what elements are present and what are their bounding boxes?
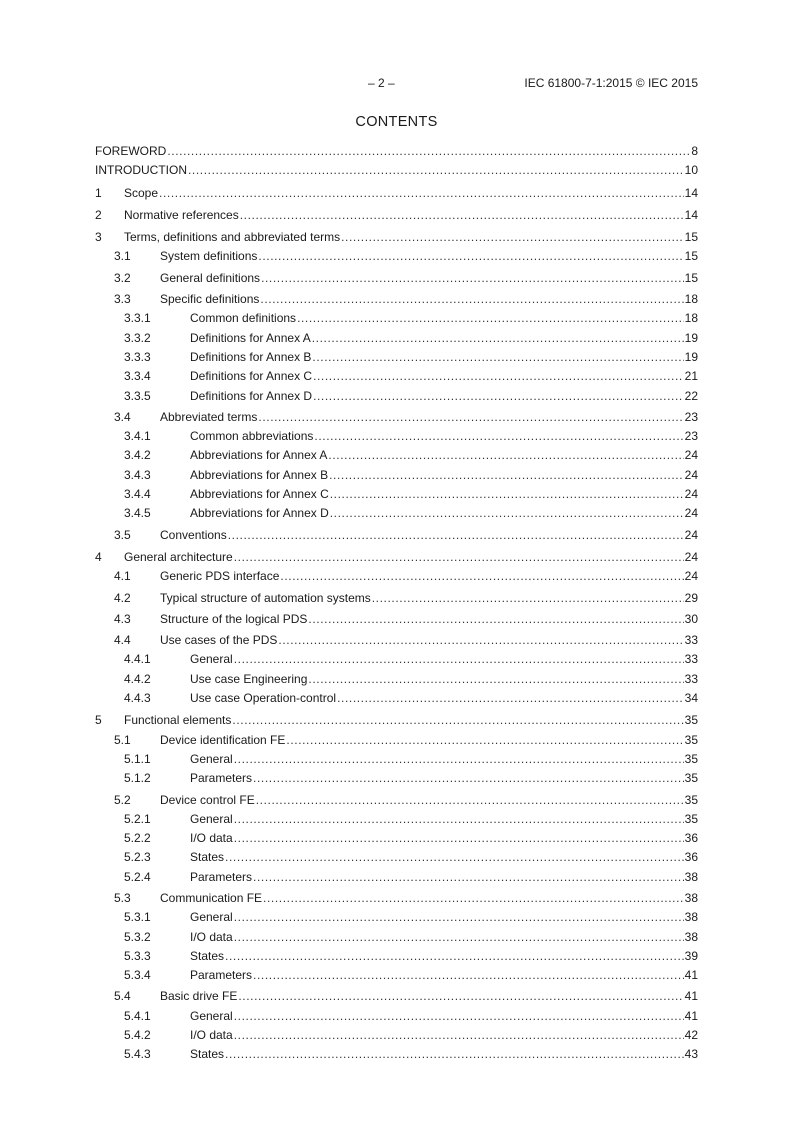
toc-entry-page[interactable]: 33 <box>684 652 698 667</box>
table-of-contents <box>95 142 698 1065</box>
dot-leader <box>234 750 684 769</box>
toc-entry-number: 4.1 <box>114 569 131 584</box>
toc-entry-label[interactable]: Parameters <box>190 869 253 884</box>
dot-leader <box>337 689 684 708</box>
toc-entry-page[interactable]: 18 <box>684 311 698 326</box>
toc-entry[interactable] <box>95 889 698 908</box>
dot-leader <box>234 928 684 947</box>
toc-entry[interactable] <box>95 810 698 829</box>
toc-entry-number: 3.4 <box>114 409 131 424</box>
toc-entry-page[interactable]: 14 <box>684 207 698 222</box>
toc-entry-page[interactable]: 39 <box>684 948 698 963</box>
toc-entry-number: 3.4.2 <box>124 448 151 463</box>
page-header <box>0 76 793 94</box>
toc-entry-number: 5.3 <box>114 890 131 905</box>
toc-entry-label[interactable]: Use case Operation-control <box>190 691 337 706</box>
dot-leader <box>234 650 684 669</box>
toc-entry-label[interactable]: Communication FE <box>160 890 263 905</box>
toc-entry[interactable] <box>95 228 698 247</box>
toc-entry-label[interactable]: Specific definitions <box>160 292 260 307</box>
toc-entry-number: 5.2.2 <box>124 831 151 846</box>
toc-entry[interactable] <box>95 161 698 180</box>
toc-entry[interactable] <box>95 689 698 708</box>
dot-leader <box>225 947 684 966</box>
toc-entry-page[interactable]: 43 <box>684 1047 698 1062</box>
toc-entry-page[interactable]: 10 <box>684 163 698 178</box>
toc-entry-label[interactable]: Terms, definitions and abbreviated terms <box>124 230 341 245</box>
toc-entry-number: 4.3 <box>114 611 131 626</box>
toc-entry-label[interactable]: Basic drive FE <box>160 989 238 1004</box>
toc-entry[interactable] <box>95 589 698 608</box>
toc-entry[interactable] <box>95 848 698 867</box>
toc-entry[interactable] <box>95 650 698 669</box>
toc-entry-number: 3.4.3 <box>124 467 151 482</box>
toc-entry-page[interactable]: 19 <box>684 349 698 364</box>
toc-entry-number: 1 <box>95 185 102 200</box>
toc-entry-number: 3.3 <box>114 292 131 307</box>
toc-entry[interactable] <box>95 610 698 629</box>
toc-entry-page[interactable]: 35 <box>684 771 698 786</box>
toc-entry-page[interactable]: 42 <box>684 1028 698 1043</box>
dot-leader <box>234 908 684 927</box>
dot-leader <box>308 610 683 629</box>
page-number: – 2 – <box>368 76 395 90</box>
dot-leader <box>314 427 683 446</box>
toc-entry-label[interactable]: System definitions <box>160 249 258 264</box>
toc-entry-number: 4.4.1 <box>124 652 151 667</box>
toc-entry-label[interactable]: I/O data <box>190 929 233 944</box>
toc-entry-page[interactable]: 38 <box>684 869 698 884</box>
dot-leader <box>297 309 684 328</box>
dot-leader <box>159 184 684 203</box>
dot-leader <box>261 269 684 288</box>
document-reference: IEC 61800-7-1:2015 © IEC 2015 <box>524 76 698 90</box>
toc-entry[interactable] <box>95 206 698 225</box>
toc-entry-label[interactable]: Definitions for Annex D <box>190 388 313 403</box>
dot-leader <box>313 387 684 406</box>
toc-entry-number: 3.5 <box>114 527 131 542</box>
toc-entry-page[interactable]: 30 <box>684 611 698 626</box>
toc-entry[interactable] <box>95 290 698 309</box>
toc-entry[interactable] <box>95 184 698 203</box>
toc-entry-page[interactable]: 38 <box>684 910 698 925</box>
toc-entry-number: 5.2.3 <box>124 850 151 865</box>
dot-leader <box>328 446 683 465</box>
dot-leader <box>313 367 684 386</box>
toc-entry-number: 3.3.4 <box>124 369 151 384</box>
toc-entry-number: 4.4 <box>114 633 131 648</box>
dot-leader <box>260 290 683 309</box>
toc-entry-page[interactable]: 36 <box>684 831 698 846</box>
toc-entry-label[interactable]: Normative references <box>124 207 239 222</box>
toc-entry-label[interactable]: Conventions <box>160 527 227 542</box>
toc-entry-label[interactable]: Definitions for Annex C <box>190 369 313 384</box>
dot-leader <box>330 504 684 523</box>
toc-entry[interactable] <box>95 1045 698 1064</box>
toc-entry-page[interactable]: 24 <box>684 549 698 564</box>
toc-entry-page[interactable]: 34 <box>684 691 698 706</box>
toc-entry-label[interactable]: Structure of the logical PDS <box>160 611 308 626</box>
toc-entry-label[interactable]: Functional elements <box>124 713 232 728</box>
dot-leader <box>372 589 684 608</box>
toc-entry-label[interactable]: Abbreviations for Annex C <box>190 487 329 502</box>
toc-entry-label[interactable]: Parameters <box>190 771 253 786</box>
toc-entry[interactable] <box>95 329 698 348</box>
dot-leader <box>286 731 683 750</box>
toc-entry-number: 5.3.4 <box>124 968 151 983</box>
page-title: CONTENTS <box>355 114 438 130</box>
dot-leader <box>312 348 683 367</box>
toc-entry[interactable] <box>95 504 698 523</box>
dot-leader <box>312 329 684 348</box>
toc-entry-page[interactable]: 8 <box>691 144 698 158</box>
toc-entry-page[interactable]: 18 <box>684 292 698 307</box>
toc-entry-page[interactable]: 14 <box>684 185 698 200</box>
toc-entry-page[interactable]: 15 <box>684 230 698 245</box>
toc-entry-label[interactable]: General architecture <box>124 549 233 564</box>
toc-entry-number: 5.1 <box>114 732 131 747</box>
toc-entry[interactable] <box>95 631 698 650</box>
toc-entry[interactable] <box>95 928 698 947</box>
toc-entry-number: 3.3.5 <box>124 388 151 403</box>
toc-entry-label[interactable]: Scope <box>124 185 159 200</box>
toc-entry-number: 5.3.3 <box>124 948 151 963</box>
dot-leader <box>234 1026 684 1045</box>
toc-entry-page[interactable]: 24 <box>684 448 698 463</box>
dot-leader <box>329 466 684 485</box>
toc-entry-label[interactable]: Typical structure of automation systems <box>160 590 371 605</box>
toc-entry-page[interactable]: 21 <box>684 369 698 384</box>
toc-entry-number: 3.1 <box>114 249 131 264</box>
toc-entry-label[interactable]: Abbreviations for Annex A <box>190 448 328 463</box>
dot-leader <box>256 791 684 810</box>
toc-entry-number: 3 <box>95 230 102 245</box>
dot-leader <box>278 631 683 650</box>
toc-entry[interactable] <box>95 247 698 266</box>
toc-entry-page[interactable]: 41 <box>684 989 698 1004</box>
toc-entry[interactable] <box>95 466 698 485</box>
dot-leader <box>188 161 684 180</box>
dot-leader <box>234 829 684 848</box>
dot-leader <box>240 206 684 225</box>
toc-entry-page[interactable]: 23 <box>684 409 698 424</box>
toc-entry-label[interactable]: INTRODUCTION <box>95 163 187 178</box>
toc-entry-number: 5 <box>95 713 102 728</box>
toc-entry-label[interactable]: States <box>190 1047 225 1062</box>
toc-entry[interactable] <box>95 1026 698 1045</box>
toc-entry-label[interactable]: Abbreviated terms <box>160 409 258 424</box>
toc-entry-page[interactable]: 35 <box>684 713 698 728</box>
dot-leader <box>225 848 684 867</box>
toc-entry-number: 3.3.2 <box>124 330 151 345</box>
toc-entry[interactable] <box>95 567 698 586</box>
toc-entry-number: 5.2.4 <box>124 869 151 884</box>
toc-entry-label[interactable]: General <box>190 751 233 766</box>
toc-entry-page[interactable]: 41 <box>684 1008 698 1023</box>
toc-entry-number: 4.4.3 <box>124 691 151 706</box>
toc-entry[interactable] <box>95 142 698 161</box>
toc-entry-label[interactable]: States <box>190 850 225 865</box>
toc-entry[interactable] <box>95 548 698 567</box>
toc-entry-number: 5.4 <box>114 989 131 1004</box>
toc-entry-page[interactable]: 35 <box>684 792 698 807</box>
toc-entry-label[interactable]: Common abbreviations <box>190 429 314 444</box>
toc-entry-page[interactable]: 24 <box>684 527 698 542</box>
dot-leader <box>258 247 683 266</box>
toc-entry-page[interactable]: 22 <box>684 388 698 403</box>
toc-entry-label[interactable]: States <box>190 948 225 963</box>
dot-leader <box>253 868 684 887</box>
toc-entry[interactable] <box>95 387 698 406</box>
toc-entry[interactable] <box>95 987 698 1006</box>
toc-entry-number: 5.3.2 <box>124 929 151 944</box>
toc-entry[interactable] <box>95 348 698 367</box>
dot-leader <box>258 408 683 427</box>
toc-entry-page[interactable]: 41 <box>684 968 698 983</box>
dot-leader <box>253 966 684 985</box>
toc-entry[interactable] <box>95 966 698 985</box>
dot-leader <box>341 228 684 247</box>
toc-entry-number: 3.4.4 <box>124 487 151 502</box>
dot-leader <box>238 987 683 1006</box>
toc-entry-page[interactable]: 29 <box>684 590 698 605</box>
toc-entry-page[interactable]: 35 <box>684 732 698 747</box>
toc-entry-number: 3.3.3 <box>124 349 151 364</box>
toc-entry-number: 3.3.1 <box>124 311 151 326</box>
toc-entry-page[interactable]: 23 <box>684 429 698 444</box>
toc-entry[interactable] <box>95 791 698 810</box>
toc-entry-label[interactable]: Use cases of the PDS <box>160 633 278 648</box>
toc-entry-number: 5.4.3 <box>124 1047 151 1062</box>
dot-leader <box>234 548 684 567</box>
dot-leader <box>225 1045 684 1064</box>
toc-entry-number: 4.2 <box>114 590 131 605</box>
toc-entry-page[interactable]: 35 <box>684 811 698 826</box>
dot-leader <box>234 1007 684 1026</box>
dot-leader <box>280 567 683 586</box>
toc-entry-label[interactable]: Parameters <box>190 968 253 983</box>
toc-entry[interactable] <box>95 408 698 427</box>
toc-entry-page[interactable]: 38 <box>684 929 698 944</box>
toc-entry-label[interactable]: Generic PDS interface <box>160 569 280 584</box>
toc-entry-label[interactable]: General <box>190 910 233 925</box>
toc-entry-number: 3.4.1 <box>124 429 151 444</box>
toc-entry-page[interactable]: 36 <box>684 850 698 865</box>
toc-entry-label[interactable]: General <box>190 811 233 826</box>
toc-entry[interactable] <box>95 485 698 504</box>
toc-entry-page[interactable]: 35 <box>684 751 698 766</box>
toc-entry-label[interactable]: Abbreviations for Annex B <box>190 467 329 482</box>
toc-entry-number: 5.1.2 <box>124 771 151 786</box>
toc-entry-number: 3.2 <box>114 270 131 285</box>
dot-leader <box>167 142 690 161</box>
toc-entry[interactable] <box>95 731 698 750</box>
toc-entry-page[interactable]: 24 <box>684 506 698 521</box>
toc-entry[interactable] <box>95 868 698 887</box>
toc-entry[interactable] <box>95 1007 698 1026</box>
toc-entry-page[interactable]: 33 <box>684 671 698 686</box>
toc-entry-number: 4 <box>95 549 102 564</box>
dot-leader <box>308 670 683 689</box>
toc-entry-number: 4.4.2 <box>124 671 151 686</box>
toc-entry[interactable] <box>95 427 698 446</box>
toc-entry-page[interactable]: 33 <box>684 633 698 648</box>
toc-entry-label[interactable]: Device control FE <box>160 792 255 807</box>
toc-entry[interactable] <box>95 750 698 769</box>
toc-entry-label[interactable]: Device identification FE <box>160 732 286 747</box>
dot-leader <box>263 889 684 908</box>
dot-leader <box>253 769 684 788</box>
toc-entry[interactable] <box>95 269 698 288</box>
toc-entry-number: 5.3.1 <box>124 910 151 925</box>
toc-entry-label[interactable]: Definitions for Annex B <box>190 349 312 364</box>
toc-entry-label[interactable]: I/O data <box>190 1028 233 1043</box>
toc-entry[interactable] <box>95 711 698 730</box>
toc-entry[interactable] <box>95 526 698 545</box>
toc-entry-number: 3.4.5 <box>124 506 151 521</box>
toc-entry-label[interactable]: Abbreviations for Annex D <box>190 506 329 521</box>
toc-entry[interactable] <box>95 947 698 966</box>
toc-entry[interactable] <box>95 670 698 689</box>
toc-entry-number: 5.2 <box>114 792 131 807</box>
toc-entry-page[interactable]: 24 <box>684 467 698 482</box>
toc-entry-number: 2 <box>95 207 102 222</box>
toc-entry-label[interactable]: General <box>190 1008 233 1023</box>
dot-leader <box>330 485 684 504</box>
toc-entry[interactable] <box>95 309 698 328</box>
toc-entry-number: 5.1.1 <box>124 751 151 766</box>
toc-entry-number: 5.4.2 <box>124 1028 151 1043</box>
dot-leader <box>232 711 683 730</box>
toc-entry[interactable] <box>95 829 698 848</box>
toc-entry-page[interactable]: 24 <box>684 487 698 502</box>
toc-entry-number: 5.4.1 <box>124 1008 151 1023</box>
toc-entry-label[interactable]: General <box>190 652 233 667</box>
toc-entry[interactable] <box>95 446 698 465</box>
toc-entry[interactable] <box>95 769 698 788</box>
toc-entry-page[interactable]: 15 <box>684 270 698 285</box>
toc-entry-page[interactable]: 15 <box>684 249 698 264</box>
toc-entry-label[interactable]: Common definitions <box>190 311 297 326</box>
toc-entry-label[interactable]: General definitions <box>160 270 261 285</box>
toc-entry[interactable] <box>95 908 698 927</box>
toc-entry-label[interactable]: FOREWORD <box>95 144 167 158</box>
toc-entry-page[interactable]: 38 <box>684 890 698 905</box>
toc-entry[interactable] <box>95 367 698 386</box>
dot-leader <box>228 526 684 545</box>
toc-entry-page[interactable]: 24 <box>684 569 698 584</box>
toc-entry-label[interactable]: I/O data <box>190 831 233 846</box>
toc-entry-label[interactable]: Definitions for Annex A <box>190 330 311 345</box>
toc-entry-label[interactable]: Use case Engineering <box>190 671 308 686</box>
toc-entry-number: 5.2.1 <box>124 811 151 826</box>
dot-leader <box>234 810 684 829</box>
toc-entry-page[interactable]: 19 <box>684 330 698 345</box>
